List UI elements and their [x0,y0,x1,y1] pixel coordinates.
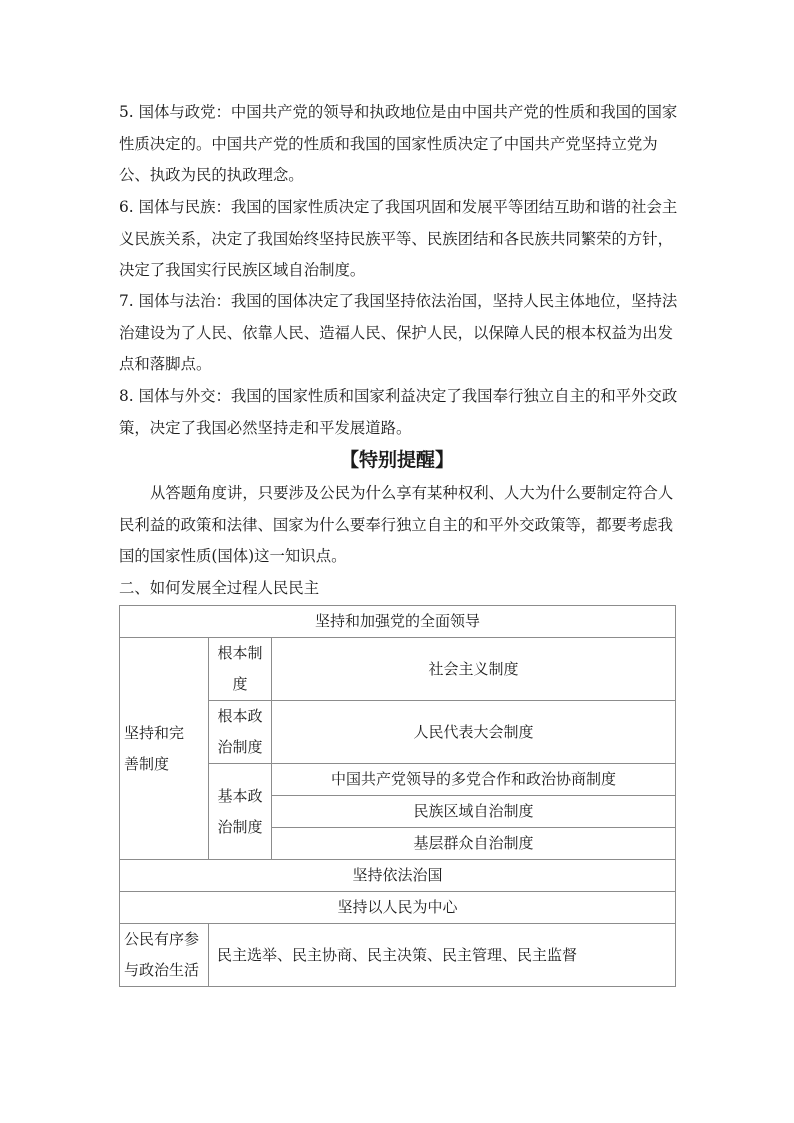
value-fundamental-system: 社会主义制度 [272,638,676,701]
row-people-centered: 坚持以人民为中心 [120,892,676,924]
value-basic-political-3: 基层群众自治制度 [272,828,676,860]
value-basic-political-1: 中国共产党领导的多党合作和政治协商制度 [272,764,676,796]
value-basic-political-2: 民族区域自治制度 [272,796,676,828]
reminder-title: 【特别提醒】 [339,449,454,471]
value-fundamental-political: 人民代表大会制度 [272,701,676,764]
paragraph-6: 6. 国体与民族：我国的国家性质决定了我国巩固和发展平等团结互助和谐的社会主义民族关系，决定了我国始终坚持民族平等、民族团结和各民族共同繁荣的方针，决定了我国实行民族区域自治制度。 [119,198,678,280]
table-row [120,860,676,892]
table-row [120,606,676,638]
label-basic-political: 基本政治制度 [209,764,272,860]
group-label-system: 坚持和完善制度 [120,638,209,860]
label-fundamental-system: 根本制度 [209,638,272,701]
value-citizen-participation: 民主选举、民主协商、民主决策、民主管理、民主监督 [209,924,676,987]
section-title: 二、如何发展全过程人民民主 [119,579,320,597]
reminder-body: 从答题角度讲，只要涉及公民为什么享有某种权利、人大为什么要制定符合人民利益的政策和法律、国家为什么要奉行独立自主的和平外交政策等，都要考虑我国的国家性质(国体)这一知识点。 [119,484,674,566]
paragraph-7: 7. 国体与法治：我国的国体决定了我国坚持依法治国，坚持人民主体地位，坚持法治建设为了人民、依靠人民、造福人民、保护人民，以保障人民的根本权益为出发点和落脚点。 [119,292,678,374]
table-row [120,638,676,701]
row-party-leadership: 坚持和加强党的全面领导 [120,606,676,638]
paragraph-5: 5. 国体与政党：中国共产党的领导和执政地位是由中国共产党的性质和我国的国家性质决定的。中国共产党的性质和我国的国家性质决定了中国共产党坚持立党为公、执政为民的执政理念。 [119,103,678,185]
label-citizen-participation: 公民有序参与政治生活 [120,924,209,987]
table-row [120,924,676,987]
label-fundamental-political: 根本政治制度 [209,701,272,764]
table-row [120,892,676,924]
democracy-table [119,605,676,987]
paragraph-8: 8. 国体与外交：我国的国家性质和国家利益决定了我国奉行独立自主的和平外交政策，决定了我国必然坚持走和平发展道路。 [119,387,678,437]
row-rule-of-law: 坚持依法治国 [120,860,676,892]
